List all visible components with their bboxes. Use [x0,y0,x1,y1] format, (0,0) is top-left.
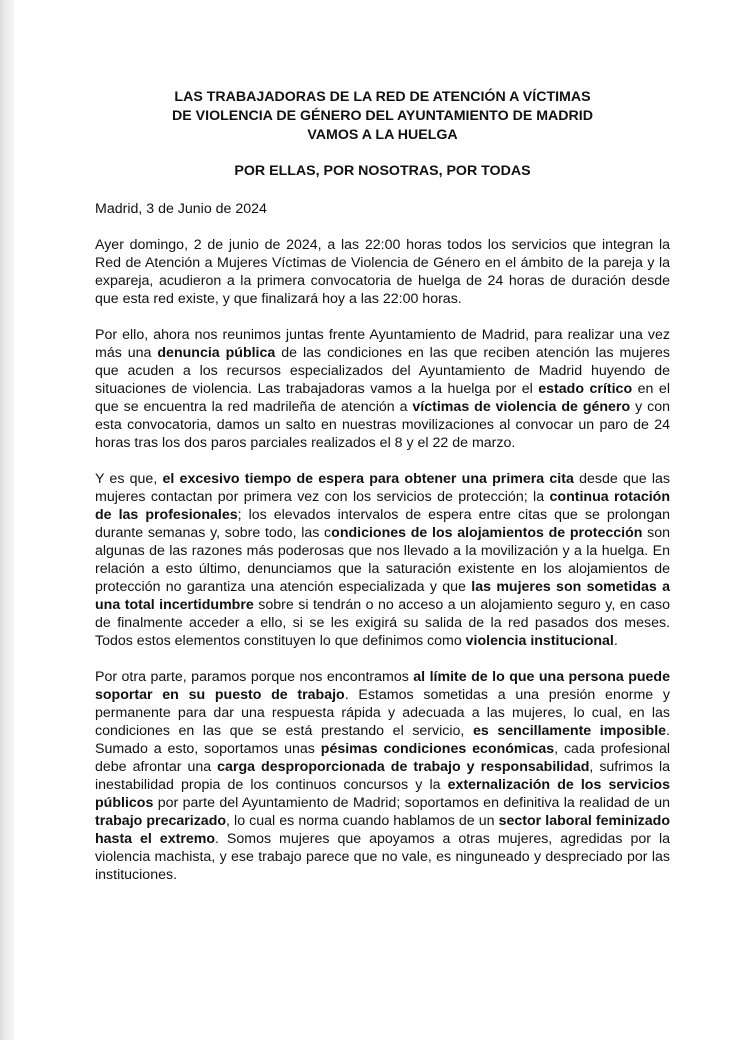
text-run: . Somos mujeres que apoyamos a otras mujeres, agredidas por la violencia machista, y ese trabajo parece que no vale, es ninguneado y despreciado por las instituciones. [95,831,670,883]
paragraph-3 [95,470,670,650]
bold-text-run: es sencillamente imposible [472,723,667,739]
bold-text-run: al límite de lo que una persona puede soportar en su puesto de trabajo [95,669,670,703]
document-subtitle: POR ELLAS, POR NOSOTRAS, POR TODAS [234,163,531,179]
bold-text-run: sector laboral feminizado hasta el extremo [95,813,670,847]
text-run: , cada profesional debe afrontar una [95,741,671,775]
bold-text-run: trabajo precarizado [95,813,227,829]
text-run: ; los elevados intervalos de espera entre citas que se prolongan durante semanas y, sobre todo, las c [95,507,670,541]
text-run: de las condiciones en las que reciben atención las mujeres que acuden a los recursos especializados del Ayuntamiento de Madrid huyendo de situaciones de violencia. Las trabajadoras vamos a la huelga por el [95,345,671,397]
text-run: desde que las mujeres contactan por primera vez con los servicios de protección; la [95,471,671,505]
paragraph-4 [95,668,670,884]
text-run: . [613,633,618,649]
text-run: , sufrimos la inestabilidad propia de los continuos concursos y la [95,759,670,793]
paragraph-1 [95,236,670,308]
text-run: . Estamos sometidas a una presión enorme y permanente para dar una respuesta rápida y adecuada a las mujeres, lo cual, en las condiciones en las que se está prestando el servicio, [95,687,670,739]
text-run: sobre si tendrán o no acceso a un alojamiento seguro y, en caso de finalmente acceder a ello, si se les exigirá su salida de la red pasados dos meses. Todos estos elementos constituyen lo que definimos como [95,597,671,649]
bold-text-run: estado crítico [538,381,633,397]
text-run: en el que se encuentra la red madrileña de atención a [95,381,670,415]
paragraph-2 [95,326,670,452]
bold-text-run: violencia institucional [465,633,614,649]
bold-text-run: denuncia pública [157,345,276,361]
title-line-2: DE VIOLENCIA DE GÉNERO DEL AYUNTAMIENTO DE MADRID [172,108,593,124]
bold-text-run: pésimas condiciones económicas [320,741,555,757]
document-title [95,88,670,145]
bold-text-run: ondiciones de los alojamientos de protección [331,525,643,541]
bold-text-run: carga desproporcionada de trabajo y responsabilidad [217,759,590,775]
document-page [14,0,750,1040]
text-run: Y es que, [95,471,163,487]
text-run: . Sumado a esto, soportamos unas [95,723,670,757]
bold-text-run: víctimas de violencia de género [412,399,631,415]
bold-text-run: las mujeres son sometidas a una total incertidumbre [95,579,670,613]
date-line: Madrid, 3 de Junio de 2024 [95,201,267,217]
text-run: , lo cual es norma cuando hablamos de un [226,813,499,829]
bold-text-run: continua rotación de las profesionales [95,489,670,523]
text-run: Por ello, ahora nos reunimos juntas frente Ayuntamiento de Madrid, para realizar una vez más una [95,327,670,361]
document-content [95,88,670,884]
text-run: por parte del Ayuntamiento de Madrid; soportamos en definitiva la realidad de un [153,795,670,811]
title-line-1: LAS TRABAJADORAS DE LA RED DE ATENCIÓN A VÍCTIMAS [174,89,591,105]
text-run: y con esta convocatoria, damos un salto en nuestras movilizaciones al convocar un paro de 24 horas tras los dos paros parciales realizados el 8 y el 22 de marzo. [95,399,670,451]
title-line-3: VAMOS A LA HUELGA [307,127,458,143]
text-run: Ayer domingo, 2 de junio de 2024, a las 22:00 horas todos los servicios que integran la Red de Atención a Mujeres Víctimas de Violencia de Género en el ámbito de la pareja y la expareja, acudieron a la primera convocatoria de huelga de 24 horas de duración desde que esta red existe, y que finalizará hoy a las 22:00 horas. [95,237,670,307]
text-run: son algunas de las razones más poderosas que nos llevado a la movilización y a la huelga. En relación a esto último, denunciamos que la saturación existente en los alojamientos de protección no garantiza una atención especializada y que [95,525,670,595]
bold-text-run: el excesivo tiempo de espera para obtener una primera cita [162,471,574,487]
bold-text-run: externalización de los servicios públicos [95,777,670,811]
text-run: Por otra parte, paramos porque nos encontramos [95,669,414,685]
